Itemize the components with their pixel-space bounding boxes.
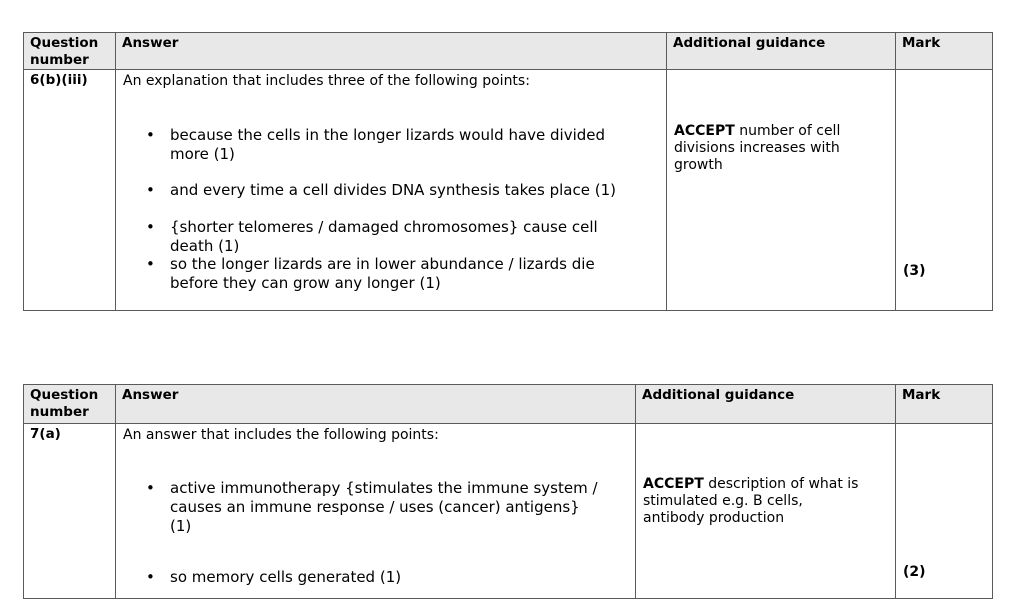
bullet-icon: • bbox=[146, 255, 155, 273]
mark-value: (3) bbox=[903, 263, 926, 279]
mark-value: (2) bbox=[903, 564, 926, 580]
bullet-icon: • bbox=[146, 181, 155, 199]
answer-intro: An explanation that includes three of the following points: bbox=[123, 73, 530, 89]
answer-cell: An answer that includes the following points: • active immunotherapy {stimulates the immune system / causes an immune response / uses (cancer) antigens} (1) • so memory cells generated (1) bbox=[116, 424, 636, 599]
answer-cell: An explanation that includes three of the following points: • because the cells in the longer lizards would have divided more (1) • and every time a cell divides DNA synthesis takes place (1) • {shorter telomeres / damaged chromosomes} cause cell death (1) • so the longer lizards are in lower abundance / lizards die before they can grow any longer (1) bbox=[116, 70, 667, 311]
table-row bbox=[24, 70, 993, 311]
header-mark: Mark bbox=[896, 385, 993, 424]
mark-cell bbox=[896, 70, 993, 311]
guidance-cell bbox=[636, 424, 896, 599]
header-question-number: Question number bbox=[24, 385, 116, 424]
mark-scheme-table-7a bbox=[23, 384, 993, 599]
header-answer: Answer bbox=[116, 33, 667, 70]
guidance-text: ACCEPT description of what is stimulated e.g. B cells, antibody production bbox=[643, 476, 859, 526]
table-header-row bbox=[24, 385, 993, 424]
header-question-number: Question number bbox=[24, 33, 116, 70]
question-number-cell bbox=[24, 70, 116, 311]
bullet-icon: • bbox=[146, 218, 155, 236]
header-mark: Mark bbox=[896, 33, 993, 70]
mark-cell bbox=[896, 424, 993, 599]
bullet-icon: • bbox=[146, 568, 155, 586]
bullet-icon: • bbox=[146, 479, 155, 497]
answer-intro: An answer that includes the following points: bbox=[123, 427, 439, 443]
header-guidance: Additional guidance bbox=[636, 385, 896, 424]
question-number-cell bbox=[24, 424, 116, 599]
table-row bbox=[24, 424, 993, 599]
header-answer: Answer bbox=[116, 385, 636, 424]
bullet-icon: • bbox=[146, 126, 155, 144]
guidance-text: ACCEPT number of cell divisions increases with growth bbox=[674, 123, 841, 173]
mark-scheme-table-6biii bbox=[23, 32, 993, 311]
question-number: 7(a) bbox=[30, 426, 61, 442]
header-guidance: Additional guidance bbox=[667, 33, 896, 70]
guidance-cell bbox=[667, 70, 896, 311]
question-number: 6(b)(iii) bbox=[30, 72, 88, 88]
table-header-row bbox=[24, 33, 993, 70]
